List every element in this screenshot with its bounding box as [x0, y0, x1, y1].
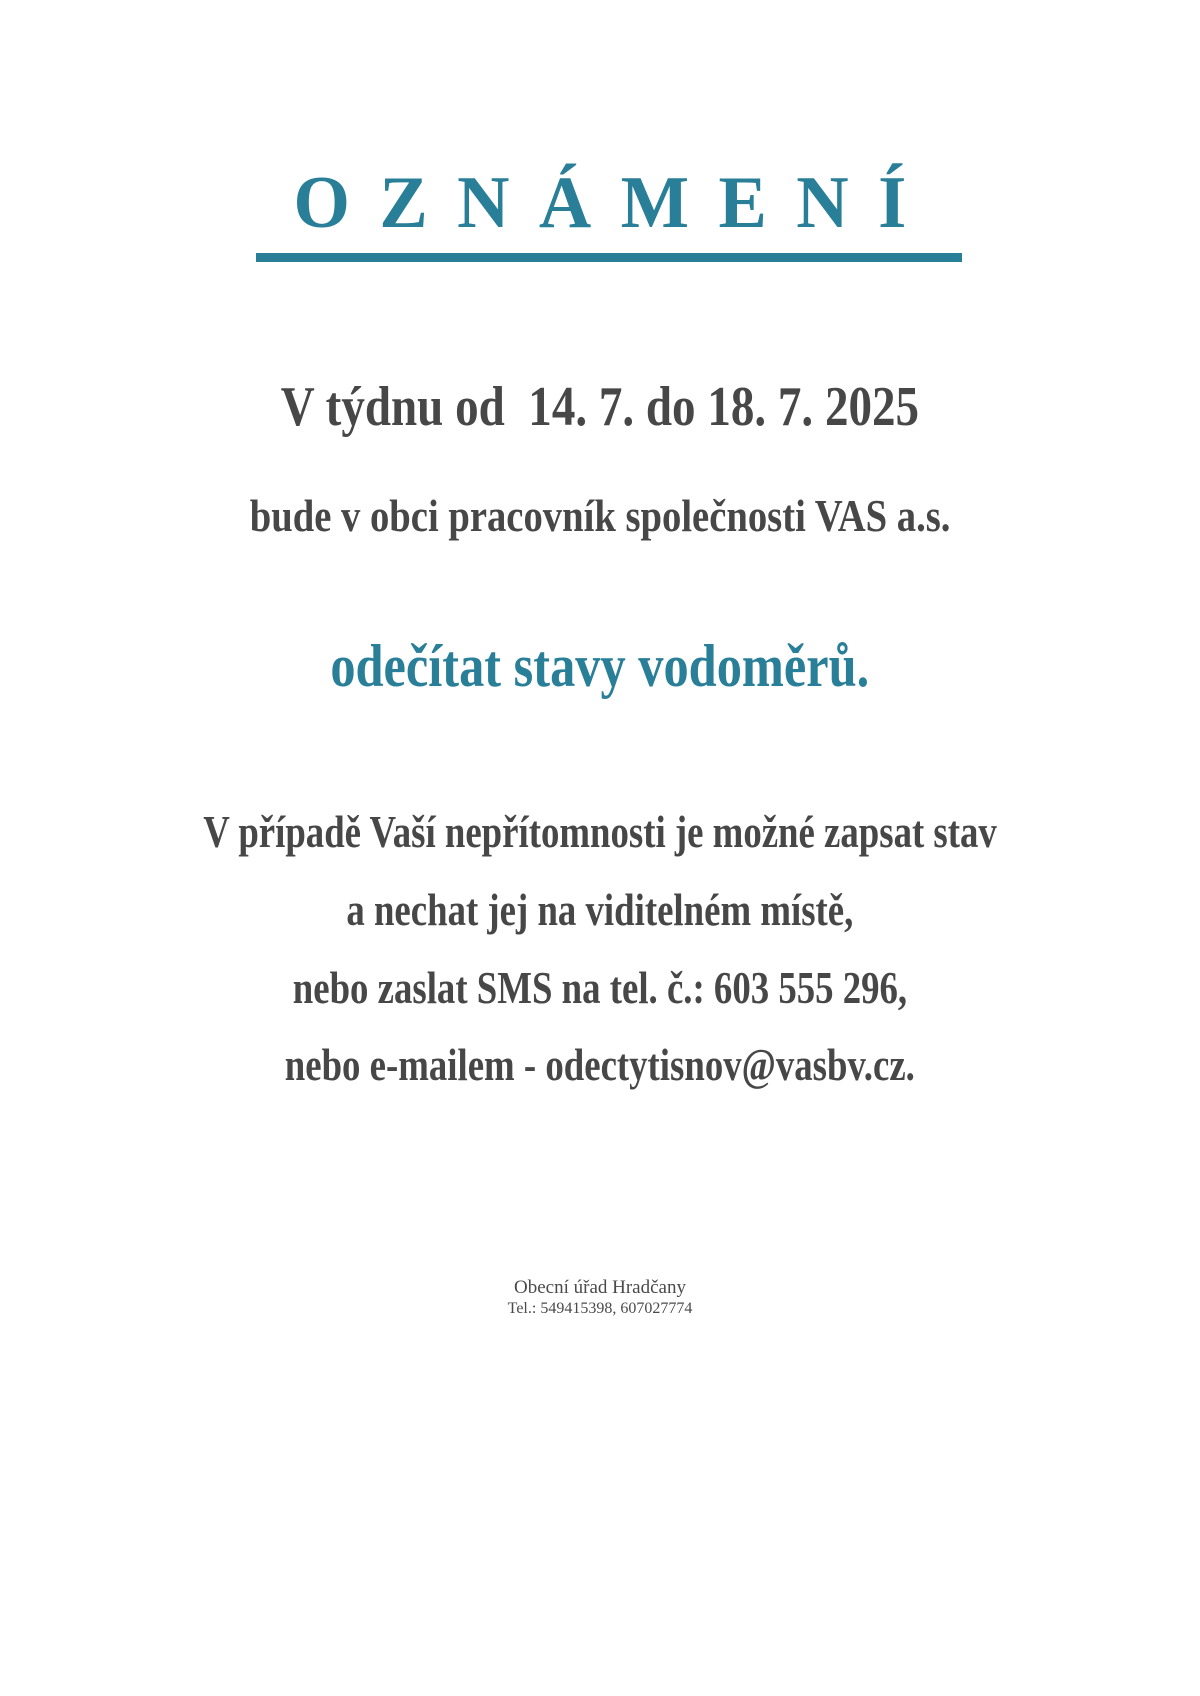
- notice-title-text: OZNÁMENÍ: [293, 162, 937, 244]
- paragraph-line-text: a nechat jej na viditelném místě,: [346, 884, 854, 935]
- footer-office-text: Obecní úřad Hradčany: [514, 1277, 686, 1298]
- footer-phone: [0, 1299, 1200, 1319]
- paragraph-line-text: V případě Vaší nepřítomnosti je možné zapsat stav: [203, 806, 997, 857]
- title-underline: [256, 253, 962, 262]
- date-line-text: V týdnu od 14. 7. do 18. 7. 2025: [280, 376, 920, 438]
- task-line: [0, 628, 1200, 704]
- date-line: [0, 372, 1200, 442]
- paragraph-line: [0, 802, 1200, 862]
- paragraph-line: [0, 1035, 1200, 1095]
- worker-line-text: bude v obci pracovník společnosti VAS a.s.: [249, 490, 951, 541]
- email-contact-text: nebo e-mailem - odectytisnov@vasbv.cz.: [284, 1039, 916, 1090]
- notice-title: [0, 160, 1200, 246]
- sms-contact-text: nebo zaslat SMS na tel. č.: 603 555 296,: [292, 962, 908, 1013]
- footer-phone-text: Tel.: 549415398, 607027774: [507, 1300, 693, 1317]
- worker-line: [0, 486, 1200, 546]
- task-line-text: odečítat stavy vodoměrů.: [330, 633, 870, 699]
- footer-office: [0, 1277, 1200, 1299]
- paragraph-line: [0, 958, 1200, 1018]
- paragraph-line: [0, 880, 1200, 940]
